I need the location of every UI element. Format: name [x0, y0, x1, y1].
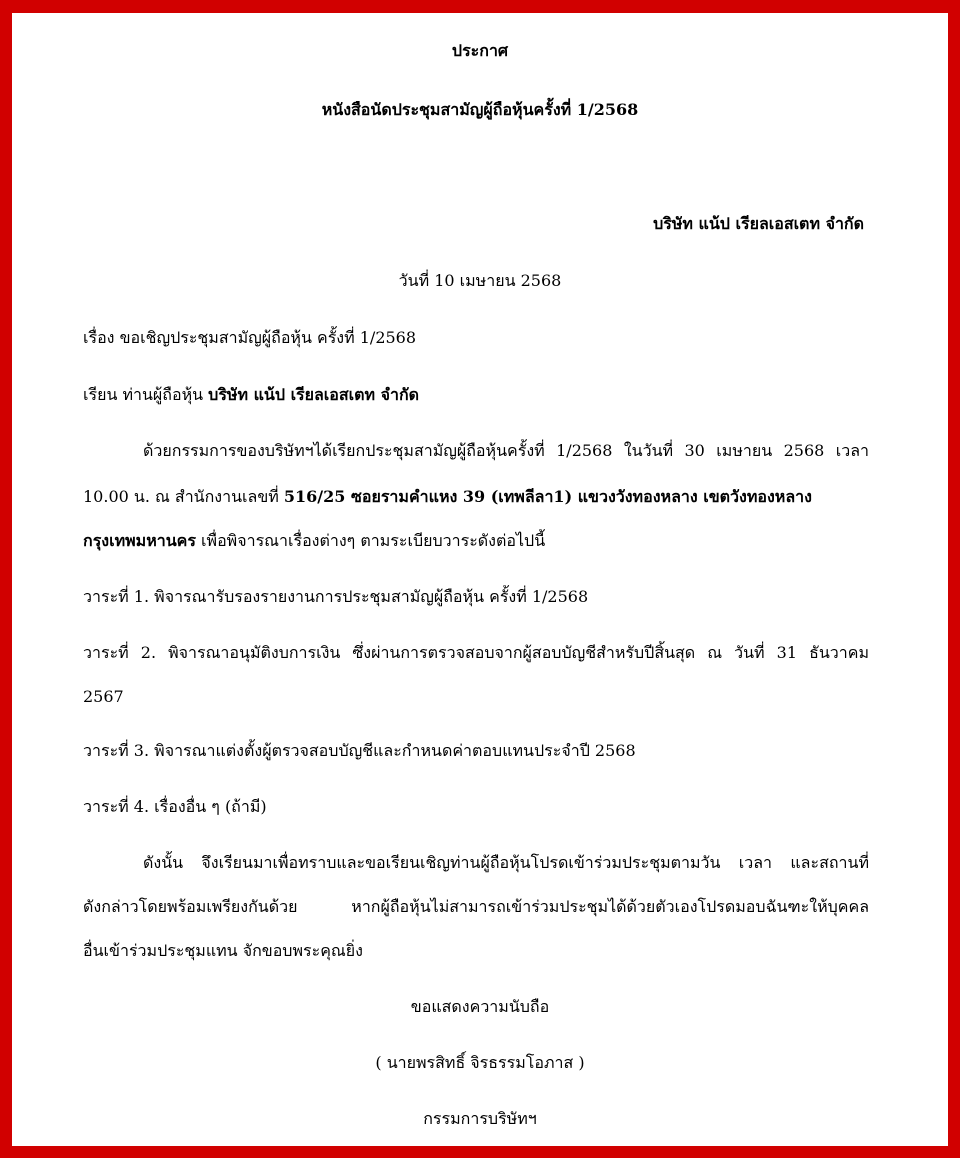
agenda-item-4: วาระที่ 4. เรื่องอื่น ๆ (ถ้ามี) — [83, 797, 267, 816]
intro-line-2-prefix: 10.00 น. ณ สำนักงานเลขที่ — [83, 487, 284, 506]
recipient-line — [83, 384, 419, 406]
document-title: ประกาศ — [451, 41, 509, 60]
recipient-prefix: เรียน ท่านผู้ถือหุ้น — [83, 385, 209, 404]
closing-line-1: ดังนั้น จึงเรียนมาเพื่อทราบและขอเรียนเชิญท่านผู้ถือหุ้นโปรดเข้าร่วมประชุมตามวัน เวลา และสถานที่ — [143, 853, 869, 872]
agenda-item-2-cont: 2567 — [83, 687, 124, 706]
intro-line-3 — [83, 530, 545, 552]
intro-line-2 — [83, 486, 812, 508]
intro-line-3-rest: เพื่อพิจารณาเรื่องต่างๆ ตามระเบียบวาระดังต่อไปนี้ — [195, 531, 546, 550]
document-subtitle: หนังสือนัดประชุมสามัญผู้ถือหุ้นครั้งที่ 1/2568 — [321, 100, 639, 119]
agenda-item-3: วาระที่ 3. พิจารณาแต่งตั้งผู้ตรวจสอบบัญชีและกำหนดค่าตอบแทนประจำปี 2568 — [83, 741, 636, 760]
meeting-city: กรุงเทพมหานคร — [83, 531, 196, 550]
regards-line: ขอแสดงความนับถือ — [410, 997, 550, 1016]
closing-line-2: ดังกล่าวโดยพร้อมเพรียงกันด้วย หากผู้ถือหุ้นไม่สามารถเข้าร่วมประชุมได้ด้วยตัวเองโปรดมอบฉันฑะให้บุคคล — [83, 897, 869, 916]
meeting-address: 516/25 ซอยรามคำแหง 39 (เทพลีลา1) แขวงวังทองหลาง เขตวังทองหลาง — [283, 487, 812, 506]
recipient-company: บริษัท แน้ป เรียลเอสเตท จำกัด — [208, 385, 420, 404]
signer-name: ( นายพรสิทธิ์ จิรธรรมโอภาส ) — [375, 1053, 585, 1072]
company-name: บริษัท แน้ป เรียลเอสเตท จำกัด — [653, 214, 864, 233]
date-line: วันที่ 10 เมษายน 2568 — [398, 271, 562, 290]
subject-line: เรื่อง ขอเชิญประชุมสามัญผู้ถือหุ้น ครั้งที่ 1/2568 — [83, 328, 417, 347]
closing-line-3: อื่นเข้าร่วมประชุมแทน จักขอบพระคุณยิ่ง — [83, 941, 363, 960]
intro-line-1: ด้วยกรรมการของบริษัทฯได้เรียกประชุมสามัญผู้ถือหุ้นครั้งที่ 1/2568 ในวันที่ 30 เมษายน 2568 เวลา — [143, 441, 869, 460]
agenda-item-2: วาระที่ 2. พิจารณาอนุมัติงบการเงิน ซึ่งผ่านการตรวจสอบจากผู้สอบบัญชีสำหรับปีสิ้นสุด ณ วันที่ 31 ธันวาคม — [83, 643, 869, 662]
signer-position: กรรมการบริษัทฯ — [423, 1109, 537, 1128]
agenda-item-1: วาระที่ 1. พิจารณารับรองรายงานการประชุมสามัญผู้ถือหุ้น ครั้งที่ 1/2568 — [83, 587, 589, 606]
